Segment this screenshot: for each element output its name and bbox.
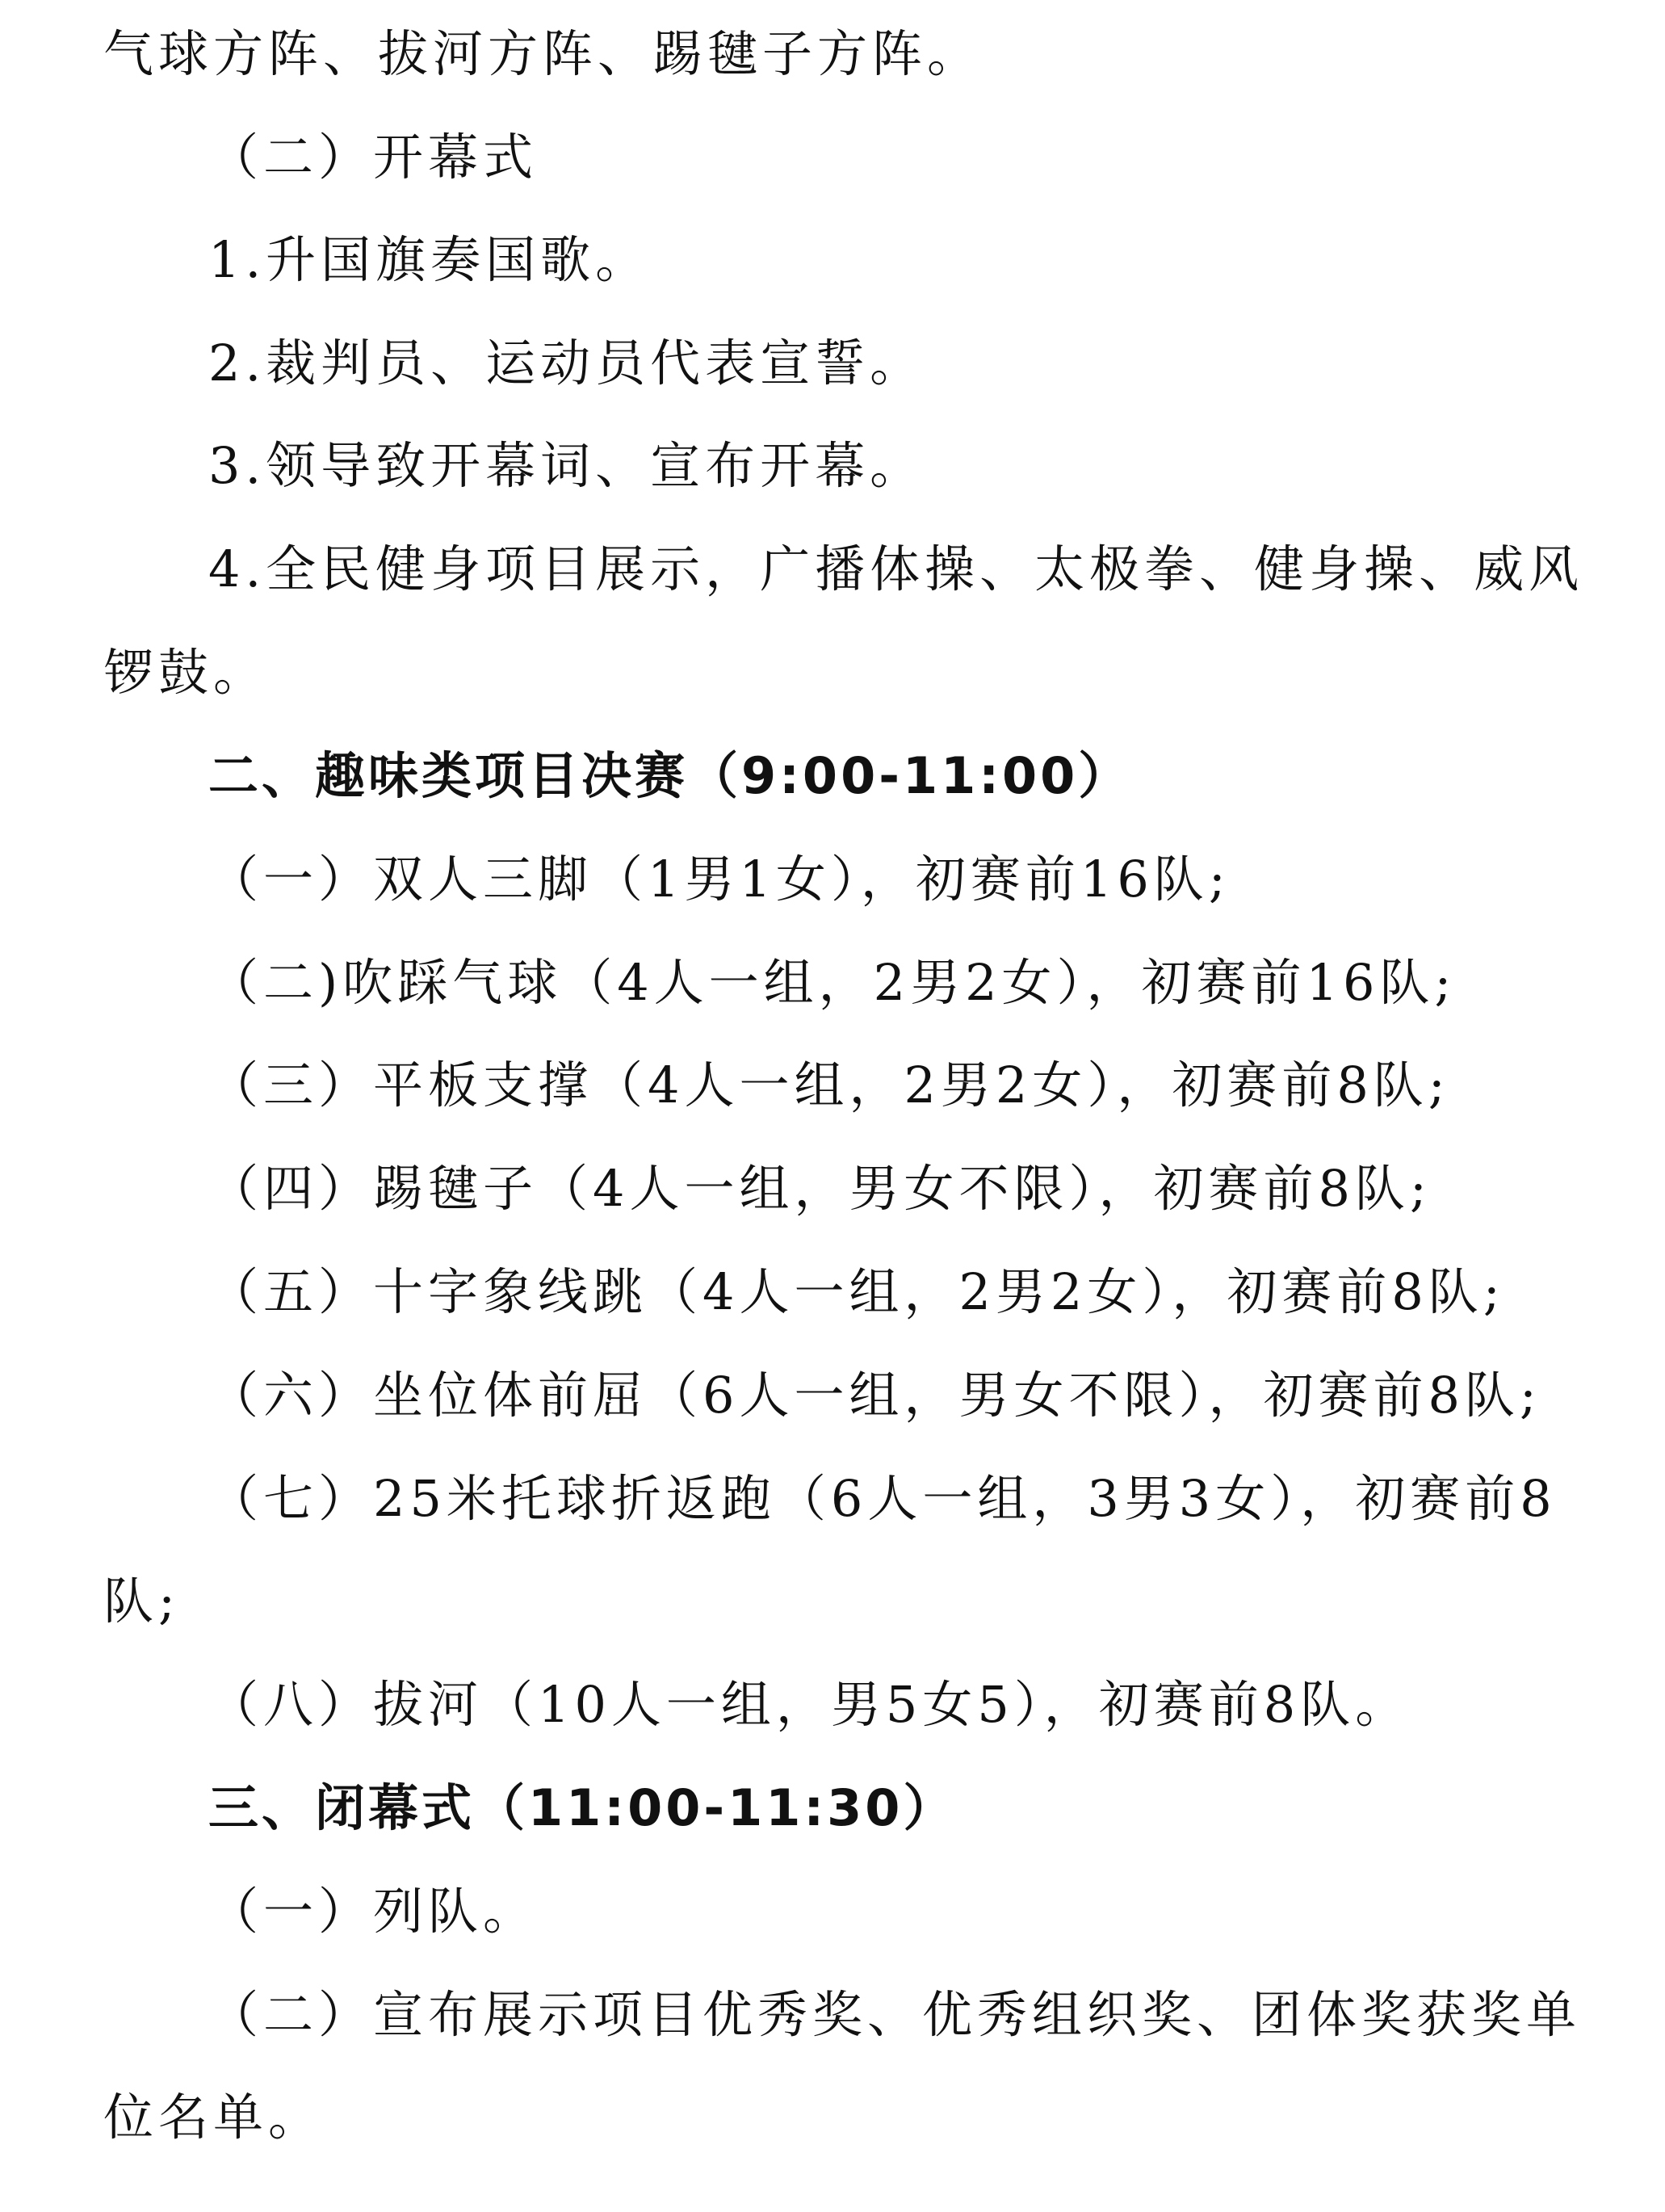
event-item-7: （七）25米托球折返跑（6人一组，3男3女），初赛前8 <box>208 1469 1557 1528</box>
event-item-1: （一）双人三脚（1男1女），初赛前16队; <box>208 850 1231 909</box>
event-item-8: （八）拔河（10人一组，男5女5），初赛前8队。 <box>208 1675 1411 1734</box>
closing-item-1: （一）列队。 <box>208 1882 539 1941</box>
section-heading-finals: 二、趣味类项目决赛（9:00-11:00） <box>208 746 1132 805</box>
closing-item-2: （二）宣布展示项目优秀奖、优秀组织奖、团体奖获奖单 <box>208 1985 1582 2044</box>
list-item-4: 4.全民健身项目展示，广播体操、太极拳、健身操、威风 <box>208 539 1584 598</box>
closing-item-2-continuation: 位名单。 <box>103 2088 324 2147</box>
event-item-6: （六）坐位体前屈（6人一组，男女不限），初赛前8队; <box>208 1366 1541 1425</box>
list-item-1: 1.升国旗奏国歌。 <box>208 230 651 289</box>
subheading-opening-ceremony: （二）开幕式 <box>208 128 539 187</box>
list-item-4-continuation: 锣鼓。 <box>103 643 269 702</box>
section-heading-closing: 三、闭幕式（11:00-11:30） <box>208 1778 957 1837</box>
event-item-7-continuation: 队; <box>103 1572 180 1631</box>
event-item-5: （五）十字象线跳（4人一组，2男2女），初赛前8队; <box>208 1262 1505 1321</box>
event-item-4: （四）踢毽子（4人一组，男女不限），初赛前8队; <box>208 1159 1432 1218</box>
list-item-3: 3.领导致开幕词、宣布开幕。 <box>208 436 925 495</box>
list-item-2: 2.裁判员、运动员代表宣誓。 <box>208 334 925 392</box>
text-line-continuation: 气球方阵、拔河方阵、踢毽子方阵。 <box>103 24 983 83</box>
event-item-3: （三）平板支撑（4人一组，2男2女），初赛前8队; <box>208 1056 1450 1114</box>
event-item-2: （二)吹踩气球（4人一组，2男2女），初赛前16队; <box>208 953 1457 1012</box>
